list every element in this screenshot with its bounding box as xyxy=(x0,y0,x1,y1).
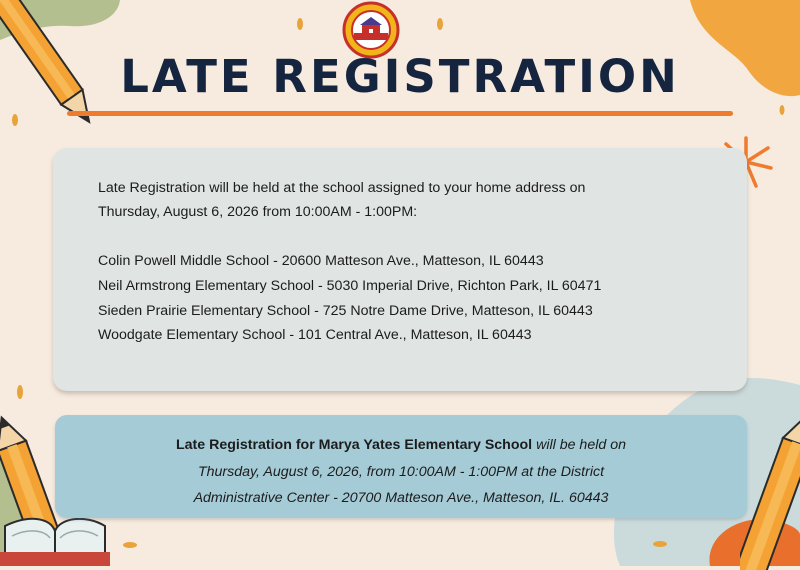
list-item: Neil Armstrong Elementary School - 5030 Imperial Drive, Richton Park, IL 60471 xyxy=(98,277,602,294)
pencil-icon xyxy=(740,410,800,570)
list-item: Woodgate Elementary School - 101 Central Ave., Matteson, IL 60443 xyxy=(98,327,532,344)
notice-line-2: Thursday, August 6, 2026, from 10:00AM - 1:00PM at the District xyxy=(197,463,605,480)
page-title: LATE REGISTRATION xyxy=(120,50,680,103)
list-item: Colin Powell Middle School - 20600 Matteson Ave., Matteson, IL 60443 xyxy=(98,253,544,269)
school-address-list xyxy=(98,249,601,348)
notice-italic-text: will be held on xyxy=(532,437,626,453)
list-item: Sieden Prairie Elementary School - 725 Notre Dame Drive, Matteson, IL 60443 xyxy=(98,302,593,319)
notice-bold-text: Late Registration for Marya Yates Elementary School xyxy=(176,437,533,453)
notice-line-3: Administrative Center - 20700 Matteson Ave., Matteson, IL. 60443 xyxy=(193,490,609,506)
title-underline xyxy=(67,111,733,116)
registration-info-card xyxy=(53,148,747,391)
intro-line-2: Thursday, August 6, 2026 from 10:00AM - 1:00PM: xyxy=(98,204,418,220)
notice-text xyxy=(55,432,747,512)
intro-line-1: Late Registration will be held at the school assigned to your home address on xyxy=(98,180,586,196)
marya-yates-notice-card xyxy=(55,415,747,518)
intro-text xyxy=(98,176,718,224)
